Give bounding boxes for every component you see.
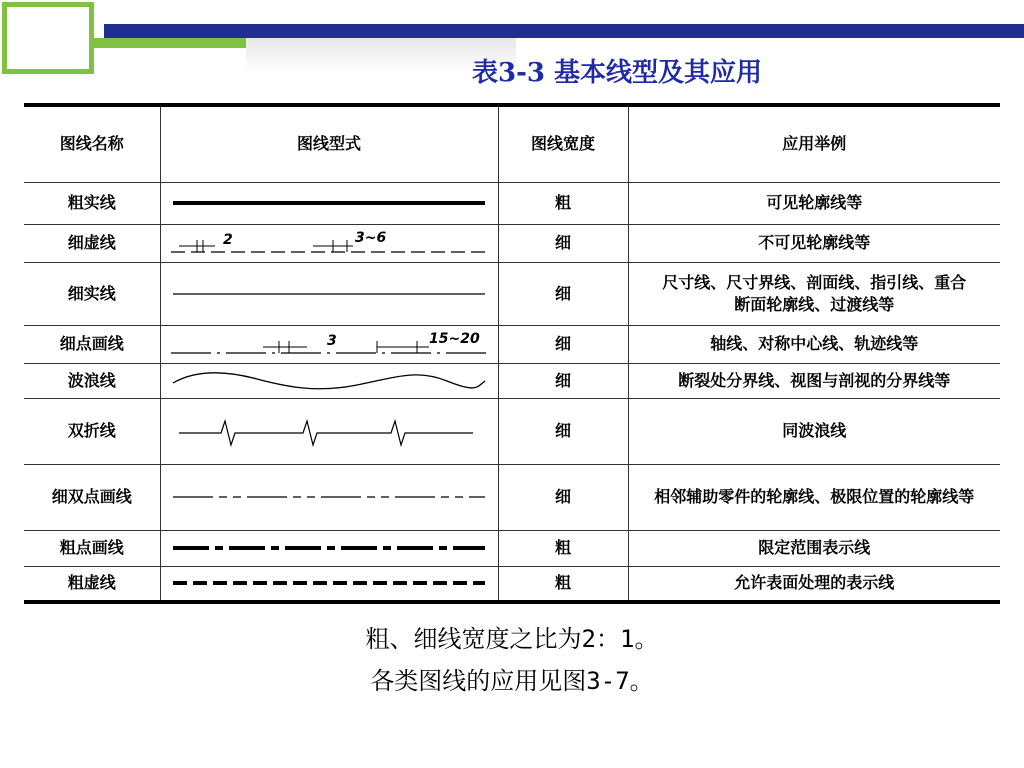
table-row <box>24 398 1000 464</box>
line-sample-thin-double-dash-dot <box>160 464 498 530</box>
decorative-blue-bar <box>104 24 1024 38</box>
footer-figure-reference: 各类图线的应用见图3-7。 <box>370 667 654 695</box>
line-name: 波浪线 <box>24 363 160 398</box>
header-name: 图线名称 <box>24 105 160 182</box>
header-style: 图线型式 <box>160 105 498 182</box>
table-row <box>24 262 1000 325</box>
line-width: 细 <box>498 262 628 325</box>
dash-length-label: 3~6 <box>354 230 386 246</box>
table-row <box>24 566 1000 602</box>
line-width: 细 <box>498 464 628 530</box>
line-sample-thin-solid <box>160 262 498 325</box>
dash-gap-label: 2 <box>222 232 233 248</box>
table-row <box>24 182 1000 224</box>
line-usage: 同波浪线 <box>628 398 1000 464</box>
line-sample-thick-solid <box>160 182 498 224</box>
line-usage <box>628 262 1000 325</box>
header-width: 图线宽度 <box>498 105 628 182</box>
line-usage: 轴线、对称中心线、轨迹线等 <box>628 325 1000 363</box>
slide-title: 表3-3 基本线型及其应用 <box>471 58 763 88</box>
line-sample-thick-dash-dot <box>160 530 498 566</box>
line-name: 细实线 <box>24 262 160 325</box>
line-usage: 断裂处分界线、视图与剖视的分界线等 <box>628 363 1000 398</box>
line-width: 细 <box>498 398 628 464</box>
line-usage: 相邻辅助零件的轮廓线、极限位置的轮廓线等 <box>628 464 1000 530</box>
table-header-row <box>24 105 1000 182</box>
line-name: 细虚线 <box>24 224 160 262</box>
line-sample-wavy <box>160 363 498 398</box>
line-sample-thick-dashed <box>160 566 498 602</box>
line-sample-thin-dash-dot <box>160 325 498 363</box>
line-width: 细 <box>498 224 628 262</box>
footer-ratio-note: 粗、细线宽度之比为2：1。 <box>365 625 659 653</box>
gap-label: 3 <box>326 333 337 349</box>
line-usage: 不可见轮廓线等 <box>628 224 1000 262</box>
table-row <box>24 363 1000 398</box>
line-usage: 允许表面处理的表示线 <box>628 566 1000 602</box>
line-name: 粗点画线 <box>24 530 160 566</box>
line-type-table <box>24 103 1000 604</box>
table-row <box>24 325 1000 363</box>
decorative-green-bar <box>94 38 246 48</box>
line-sample-break <box>160 398 498 464</box>
usage-line-1: 尺寸线、尺寸界线、剖面线、指引线、重合 <box>662 272 967 292</box>
line-width: 粗 <box>498 182 628 224</box>
line-usage: 限定范围表示线 <box>628 530 1000 566</box>
line-name: 细双点画线 <box>24 464 160 530</box>
line-name: 双折线 <box>24 398 160 464</box>
line-usage: 可见轮廓线等 <box>628 182 1000 224</box>
line-width: 细 <box>498 363 628 398</box>
line-width: 细 <box>498 325 628 363</box>
line-name: 粗实线 <box>24 182 160 224</box>
line-name: 粗虚线 <box>24 566 160 602</box>
line-name: 细点画线 <box>24 325 160 363</box>
line-width: 粗 <box>498 566 628 602</box>
line-width: 粗 <box>498 530 628 566</box>
dash-length-label: 15~20 <box>428 331 480 347</box>
header-usage: 应用举例 <box>628 105 1000 182</box>
table-row <box>24 464 1000 530</box>
line-sample-thin-dashed <box>160 224 498 262</box>
table-row <box>24 530 1000 566</box>
table-row <box>24 224 1000 262</box>
usage-line-2: 断面轮廓线、过渡线等 <box>734 294 895 314</box>
